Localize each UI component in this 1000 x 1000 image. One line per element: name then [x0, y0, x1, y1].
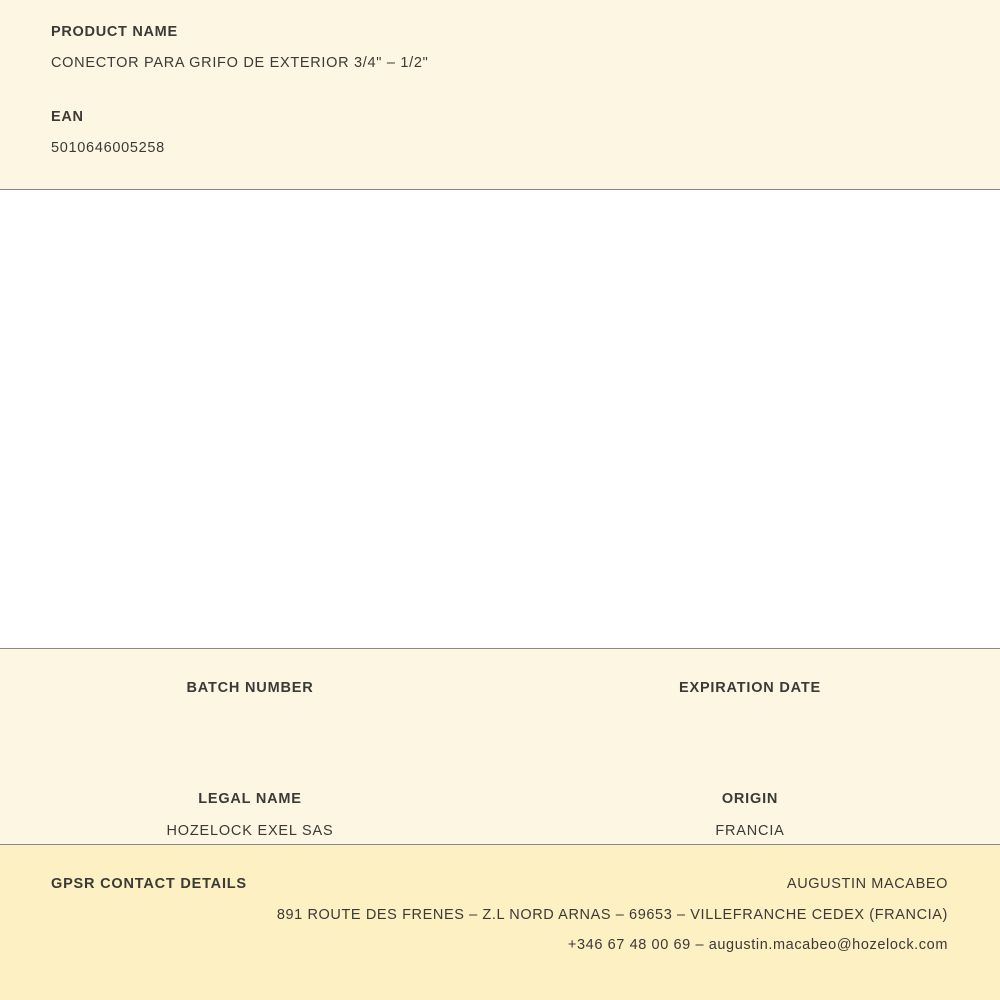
- batch-origin-grid: [0, 649, 1000, 845]
- ean-field: [0, 107, 1000, 159]
- expiration-date-label: EXPIRATION DATE: [679, 680, 821, 696]
- origin-value: FRANCIA: [715, 822, 785, 839]
- gpsr-contact-block: [0, 845, 1000, 1000]
- expiration-date-value: [500, 709, 1000, 728]
- legal-name-label: LEGAL NAME: [198, 791, 302, 808]
- blank-content-area: [0, 190, 1000, 649]
- grid-row-batch: [0, 678, 1000, 728]
- origin-cell: [500, 789, 1000, 841]
- ean-value: 5010646005258: [51, 139, 165, 156]
- origin-label: ORIGIN: [721, 791, 779, 808]
- gpsr-contact-label: GPSR CONTACT DETAILS: [51, 876, 247, 892]
- batch-number-label: BATCH NUMBER: [186, 680, 314, 696]
- grid-row-legal: [0, 789, 1000, 841]
- batch-number-value: [0, 709, 500, 728]
- legal-name-cell: [0, 789, 500, 841]
- gpsr-contact-details: [247, 877, 948, 953]
- product-name-field: [0, 22, 1000, 74]
- product-identification-block: [0, 0, 1000, 190]
- contact-address: 891 ROUTE DES FRENES – Z.L NORD ARNAS – 69653 – VILLEFRANCHE CEDEX (FRANCIA): [276, 906, 948, 923]
- product-name-label: PRODUCT NAME: [51, 24, 178, 40]
- legal-name-value: HOZELOCK EXEL SAS: [166, 822, 334, 839]
- ean-label: EAN: [51, 108, 84, 125]
- product-name-value: CONECTOR PARA GRIFO DE EXTERIOR 3/4" – 1/2": [51, 55, 429, 72]
- batch-number-cell: [0, 678, 500, 728]
- gpsr-contact-row: [51, 876, 948, 953]
- contact-name: AUGUSTIN MACABEO: [786, 876, 948, 892]
- contact-phone-email: +346 67 48 00 69 – augustin.macabeo@hozelock.com: [567, 937, 948, 953]
- expiration-date-cell: [500, 678, 1000, 728]
